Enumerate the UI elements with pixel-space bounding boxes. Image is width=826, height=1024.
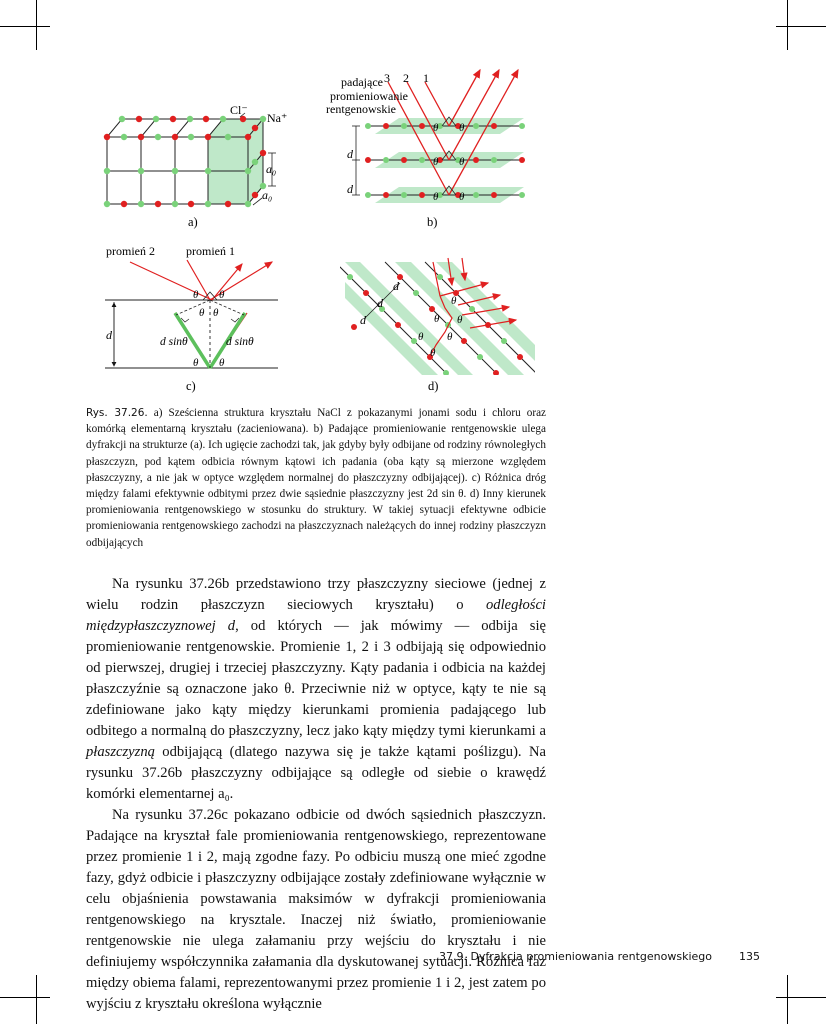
panel-a-label: a) bbox=[188, 215, 198, 229]
theta-label: θ bbox=[418, 331, 424, 343]
theta-label: θ bbox=[213, 307, 219, 319]
theta-label: θ bbox=[433, 191, 439, 203]
theta-label: θ bbox=[457, 314, 463, 326]
na-ion-label: Na⁺ bbox=[267, 111, 288, 125]
running-title: 37.9. Dyfrakcja promieniowania rentgenowskiego bbox=[438, 950, 712, 963]
theta-label: θ bbox=[433, 122, 439, 134]
incident-label: padające bbox=[341, 75, 383, 89]
d-spacing-label: d bbox=[393, 279, 399, 293]
incident-label: promieniowanie bbox=[330, 89, 408, 103]
theta-label: θ bbox=[447, 331, 453, 343]
a0-vertical-label: a₀ bbox=[266, 162, 277, 176]
page-number: 135 bbox=[739, 950, 760, 963]
ray-2-label: 2 bbox=[403, 71, 409, 85]
theta-label: θ bbox=[193, 357, 199, 369]
figure-37-26 bbox=[0, 0, 826, 410]
d-spacing-label: d bbox=[106, 328, 112, 342]
panel-b bbox=[326, 70, 525, 229]
panel-c bbox=[105, 244, 278, 393]
theta-label: θ bbox=[199, 307, 205, 319]
caption-text: a) Sześcienna struktura kryształu NaCl z pokazanymi jonami sodu i chloru oraz komórką elementarną kryształu (zacieniowana). b) Padające promieniowanie rentgenowskie ulega dyfrakcji na strukturze (a). Ich ugięcie zachodzi tak, jak gdyby były odbijane od rodziny równoległych płaszczyzn, pod kątem odbicia równym kątowi ich padania (oba kąty są mierzone względem płaszczyzny, a nie jak w optyce względem normalnej do płaszczyzny odbijającej). c) Różnica dróg między falami efektywnie odbitymi przez dwie sąsiednie płaszczyzny jest 2d sin θ. d) Inny kierunek promieniowania rentgenowskiego w stosunku do struktury. W takiej sytuacji efektywne odbicie promieniowania rentgenowskiego zachodzi na płaszczyznach należących do innej rodziny płaszczyzn odbijających bbox=[86, 407, 546, 549]
panel-b-label: b) bbox=[427, 215, 438, 229]
a0-depth-label: a₀ bbox=[262, 188, 273, 202]
d-sin-theta-right: d sinθ bbox=[226, 336, 254, 348]
d-spacing-label: d bbox=[360, 313, 366, 327]
panel-d-label: d) bbox=[428, 379, 439, 393]
ray-1-label: 1 bbox=[423, 71, 429, 85]
panel-d bbox=[335, 258, 545, 393]
theta-label: θ bbox=[219, 289, 225, 301]
caption-label: Rys. 37.26. bbox=[86, 407, 148, 419]
paragraph: Na rysunku 37.26c pokazano odbicie od dwóch sąsiednich płaszczyzn. Padające na kryształ fale promieniowania rentgenowskiego, reprezentowane przez promienie 1 i 2, mają zgodne fazy. Po odbiciu muszą one mieć zgodne fazy, gdyż odbicie i płaszczyzny odbijające zostały zdefiniowane wyłącznie w celu objaśnienia powstawania maksimów w dyfrakcji promieniowania rentgenowskiego na krysztale. Inaczej niż światło, promieniowanie rentgenowskie nie ulega załamaniu przy wejściu do kryształu i nie definiujemy współczynnika załamania dla dyskutowanej sytuacji. Różnica faz między obiema falami, reprezentowanymi przez promienie 1 i 2, jest zatem po wyjściu z kryształu określona wyłącznie bbox=[86, 807, 546, 1012]
theta-label: θ bbox=[459, 191, 465, 203]
theta-label: θ bbox=[451, 295, 457, 307]
crop-mark bbox=[787, 975, 788, 1024]
theta-label: θ bbox=[219, 357, 225, 369]
body-text bbox=[86, 574, 546, 1015]
d-sin-theta-left: d sinθ bbox=[160, 336, 188, 348]
d-spacing-label: d bbox=[347, 182, 353, 196]
crop-mark bbox=[0, 997, 50, 998]
panel-c-label: c) bbox=[186, 379, 196, 393]
theta-label: θ bbox=[434, 313, 440, 325]
cl-ion-label: Cl⁻ bbox=[230, 103, 248, 117]
figure-caption bbox=[86, 405, 546, 551]
d-spacing-label: d bbox=[347, 147, 353, 161]
ray-2-label: promień 2 bbox=[106, 244, 155, 258]
d-spacing-label: d bbox=[377, 296, 383, 310]
ray-1-label: promień 1 bbox=[186, 244, 235, 258]
theta-label: θ bbox=[459, 122, 465, 134]
paragraph: Na rysunku 37.26b przedstawiono trzy płaszczyzny sieciowe (jednej z wielu rodzin płaszczyzn sieciowych kryształu) o odległości międzypłaszczyznowej d, od których — jak mówimy — odbija się promieniowanie rentgenowskie. Promienie 1, 2 i 3 odbijają się odpowiednio od pierwszej, drugiej i trzeciej płaszczyzny. Kąty padania i odbicia na każdej płaszczyźnie są oznaczone jako θ. Przeciwnie niż w optyce, kąty te nie są zdefiniowane jako kąty między kierunkami promienia padającego lub odbitego a normalną do płaszczyzny, lecz jako kąty między tymi kierunkami a płaszczyzną odbijającą (dlatego nazywa się je także kątami poślizgu). Na rysunku 37.26b płaszczyzny odbijające są odległe od siebie o krawędź komórki elementarnej a₀. bbox=[86, 576, 547, 802]
crop-mark bbox=[36, 975, 37, 1024]
theta-label: θ bbox=[459, 156, 465, 168]
theta-label: θ bbox=[430, 347, 436, 359]
crop-mark bbox=[776, 997, 826, 998]
ray-3-label: 3 bbox=[384, 71, 390, 85]
theta-label: θ bbox=[433, 156, 439, 168]
theta-label: θ bbox=[193, 289, 199, 301]
panel-a bbox=[104, 103, 288, 229]
incident-label: rentgenowskie bbox=[326, 102, 396, 116]
